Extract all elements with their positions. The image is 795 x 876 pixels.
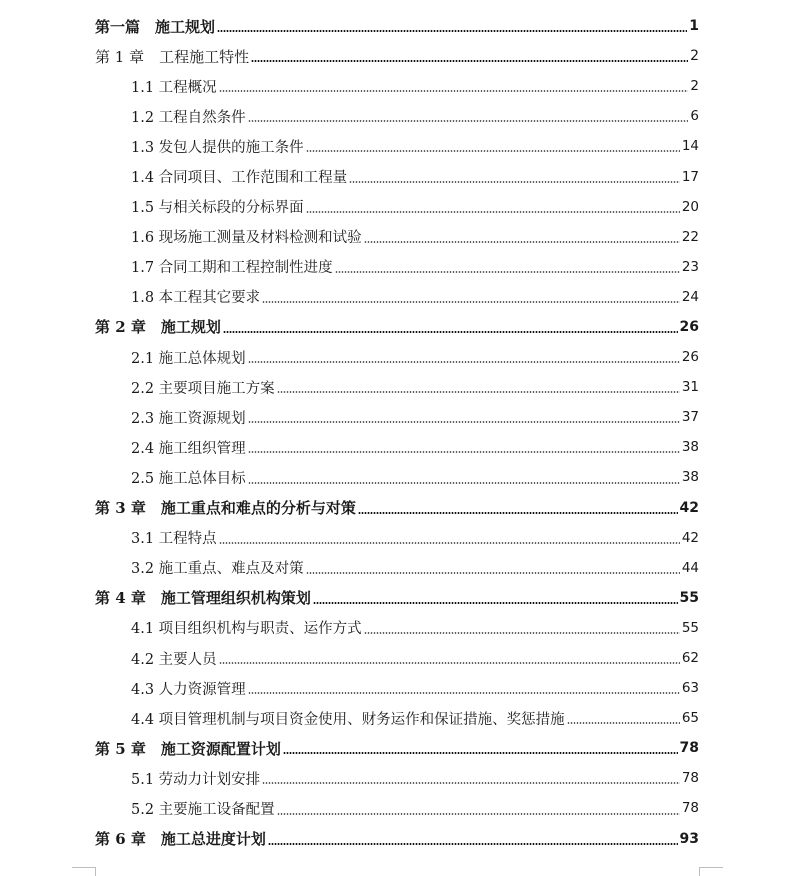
toc-dot-leader <box>283 752 678 754</box>
toc-entry-title: 第 2 章 施工规划 <box>95 318 221 337</box>
toc-entry-title: 第 3 章 施工重点和难点的分析与对策 <box>95 499 356 518</box>
toc-page-number: 78 <box>679 740 699 757</box>
toc-page-number: 26 <box>679 318 699 335</box>
toc-page-number: 6 <box>690 108 699 125</box>
toc-section-entry[interactable] <box>0 71 795 101</box>
toc-section-entry[interactable] <box>0 763 795 793</box>
toc-dot-leader <box>248 421 680 423</box>
toc-section-entry[interactable] <box>0 462 795 492</box>
toc-section-entry[interactable] <box>0 101 795 131</box>
toc-dot-leader <box>248 120 689 122</box>
toc-page-number: 37 <box>681 409 699 426</box>
toc-dot-leader <box>277 391 680 393</box>
toc-page-number: 31 <box>681 379 699 396</box>
toc-dot-leader <box>223 331 678 333</box>
toc-entry-title: 第一篇 施工规划 <box>95 17 216 36</box>
toc-section-entry[interactable] <box>0 793 795 823</box>
toc-dot-leader <box>313 602 678 604</box>
toc-section-entry[interactable] <box>0 161 795 191</box>
toc-entry-title: 1.1 工程概况 <box>131 79 217 96</box>
toc-dot-leader <box>306 211 680 213</box>
toc-section-entry[interactable] <box>0 643 795 673</box>
toc-section-entry[interactable] <box>0 282 795 312</box>
toc-dot-leader <box>219 662 680 664</box>
toc-dot-leader <box>248 482 680 484</box>
toc-section-entry[interactable] <box>0 432 795 462</box>
toc-dot-leader <box>248 361 680 363</box>
toc-dot-leader <box>251 60 688 62</box>
toc-dot-leader <box>219 90 689 92</box>
toc-page-number: 78 <box>681 770 699 787</box>
toc-dot-leader <box>262 301 680 303</box>
toc-section-entry[interactable] <box>0 131 795 161</box>
toc-entry-title: 1.6 现场施工测量及材料检测和试验 <box>131 230 362 247</box>
toc-page-number: 2 <box>690 48 699 65</box>
toc-dot-leader <box>248 692 680 694</box>
toc-page-number: 55 <box>679 589 699 606</box>
toc-dot-leader <box>248 451 680 453</box>
toc-entry-title: 2.3 施工资源规划 <box>131 410 246 427</box>
toc-chapter-entry[interactable] <box>0 493 795 523</box>
toc-entry-title: 5.2 主要施工设备配置 <box>131 801 275 818</box>
toc-dot-leader <box>262 782 680 784</box>
toc-entry-title: 1.8 本工程其它要求 <box>131 290 261 307</box>
toc-section-entry[interactable] <box>0 342 795 372</box>
toc-entry-title: 第 1 章 工程施工特性 <box>95 47 250 66</box>
toc-section-entry[interactable] <box>0 252 795 282</box>
toc-dot-leader <box>349 181 680 183</box>
toc-entry-title: 2.2 主要项目施工方案 <box>131 380 275 397</box>
toc-dot-leader <box>335 271 680 273</box>
toc-entry-title: 2.1 施工总体规划 <box>131 350 246 367</box>
toc-dot-leader <box>306 150 680 152</box>
toc-page-number: 62 <box>681 650 699 667</box>
toc-dot-leader <box>358 512 678 514</box>
toc-entry-title: 第 4 章 施工管理组织机构策划 <box>95 589 311 608</box>
toc-page-number: 38 <box>681 469 699 486</box>
toc-section-entry[interactable] <box>0 553 795 583</box>
toc-entry-title: 1.5 与相关标段的分标界面 <box>131 200 304 217</box>
toc-entry-title: 4.3 人力资源管理 <box>131 681 246 698</box>
toc-dot-leader <box>306 572 680 574</box>
toc-page-number: 22 <box>681 228 699 245</box>
toc-chapter-entry[interactable] <box>0 733 795 763</box>
toc-entry-title: 1.2 工程自然条件 <box>131 109 246 126</box>
toc-section-entry[interactable] <box>0 192 795 222</box>
toc-page-number: 26 <box>681 349 699 366</box>
toc-section-entry[interactable] <box>0 372 795 402</box>
toc-page-number: 42 <box>679 499 699 516</box>
toc-entry-title: 4.2 主要人员 <box>131 651 217 668</box>
toc-entry-title: 3.1 工程特点 <box>131 531 217 548</box>
toc-page-number: 93 <box>679 830 699 847</box>
toc-page-number: 14 <box>681 138 699 155</box>
toc-entry-title: 4.1 项目组织机构与职责、运作方式 <box>131 621 362 638</box>
toc-page-number: 20 <box>681 198 699 215</box>
toc-section-entry[interactable] <box>0 402 795 432</box>
toc-section-entry[interactable] <box>0 613 795 643</box>
toc-section-entry[interactable] <box>0 703 795 733</box>
toc-chapter-entry[interactable] <box>0 41 795 71</box>
toc-entry-title: 1.3 发包人提供的施工条件 <box>131 139 304 156</box>
toc-chapter-entry[interactable] <box>0 824 795 854</box>
toc-page-number: 2 <box>690 78 699 95</box>
toc-entry-title: 5.1 劳动力计划安排 <box>131 771 261 788</box>
toc-page-number: 38 <box>681 439 699 456</box>
toc-dot-leader <box>567 722 680 724</box>
toc-page-number: 55 <box>681 619 699 636</box>
toc-dot-leader <box>219 542 680 544</box>
toc-page-number: 1 <box>689 18 699 35</box>
toc-entry-title: 第 5 章 施工资源配置计划 <box>95 739 281 758</box>
toc-page-number: 63 <box>681 680 699 697</box>
toc-chapter-entry[interactable] <box>0 583 795 613</box>
toc-entry-title: 1.4 合同项目、工作范围和工程量 <box>131 170 348 187</box>
toc-dot-leader <box>217 30 687 32</box>
toc-page-number: 17 <box>681 168 699 185</box>
table-of-contents <box>0 11 795 854</box>
toc-entry-title: 1.7 合同工期和工程控制性进度 <box>131 260 333 277</box>
toc-section-entry[interactable] <box>0 523 795 553</box>
toc-dot-leader <box>268 843 678 845</box>
toc-page-number: 42 <box>681 529 699 546</box>
toc-dot-leader <box>277 813 680 815</box>
page-corner-mark-right <box>699 867 723 876</box>
toc-page-number: 23 <box>681 258 699 275</box>
toc-page-number: 78 <box>681 800 699 817</box>
toc-entry-title: 3.2 施工重点、难点及对策 <box>131 561 304 578</box>
toc-page-number: 44 <box>681 559 699 576</box>
toc-section-entry[interactable] <box>0 673 795 703</box>
page-corner-mark-left <box>72 867 96 876</box>
toc-dot-leader <box>364 632 680 634</box>
toc-entry-title: 2.5 施工总体目标 <box>131 470 246 487</box>
toc-entry-title: 2.4 施工组织管理 <box>131 440 246 457</box>
toc-page-number: 65 <box>681 710 699 727</box>
toc-dot-leader <box>364 241 680 243</box>
toc-page-number: 24 <box>681 288 699 305</box>
toc-section-entry[interactable] <box>0 222 795 252</box>
toc-chapter-entry[interactable] <box>0 11 795 41</box>
toc-chapter-entry[interactable] <box>0 312 795 342</box>
toc-entry-title: 4.4 项目管理机制与项目资金使用、财务运作和保证措施、奖惩措施 <box>131 711 565 728</box>
toc-entry-title: 第 6 章 施工总进度计划 <box>95 830 266 849</box>
